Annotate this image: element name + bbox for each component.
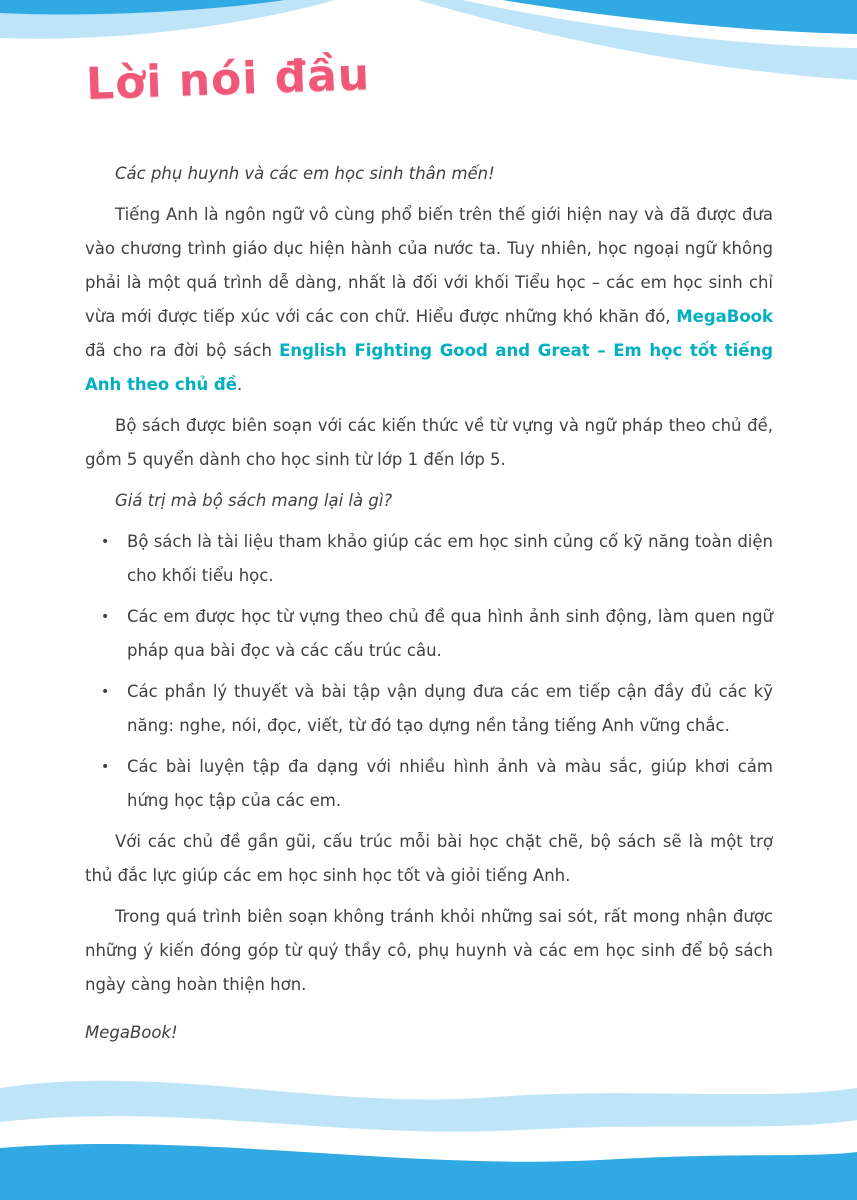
bottom-dark-wave: [0, 1144, 857, 1200]
series-description: Bộ sách được biên soạn với các kiến thức về từ vựng và ngữ pháp theo chủ đề, gồm 5 quyển dành cho học sinh từ lớp 1 đến lớp 5.: [85, 415, 773, 469]
benefit-item: [101, 600, 773, 668]
greeting-line: Các phụ huynh và các em học sinh thân mến!: [115, 163, 495, 183]
series-title-text: English Fighting Good and Great – Em học tốt tiếng Anh theo chủ đề: [85, 340, 774, 394]
benefit-text: Các bài luyện tập đa dạng với nhiều hình ảnh và màu sắc, giúp khơi cảm hứng học tập của các em.: [127, 756, 773, 810]
value-question: Giá trị mà bộ sách mang lại là gì?: [115, 490, 393, 510]
closing-paragraph-2: Trong quá trình biên soạn không tránh khỏi những sai sót, rất mong nhận được những ý kiến đóng góp từ quý thầy cô, phụ huynh và các em học sinh để bộ sách ngày càng hoàn thiện hơn.: [85, 906, 773, 994]
benefit-text: Các em được học từ vựng theo chủ đề qua hình ảnh sinh động, làm quen ngữ pháp qua bài đọc và các cấu trúc câu.: [127, 606, 773, 660]
bottom-wave-decoration: [0, 1060, 857, 1200]
signature: MegaBook!: [85, 1022, 178, 1042]
intro-paragraph: [85, 198, 773, 402]
intro-text-2: đã cho ra đời bộ sách: [85, 340, 280, 360]
benefits-list: [101, 525, 773, 818]
benefit-item: [101, 750, 773, 818]
benefit-item: [101, 675, 773, 743]
brand-name: MegaBook: [676, 306, 773, 326]
benefit-text: Các phần lý thuyết và bài tập vận dụng đưa các em tiếp cận đầy đủ các kỹ năng: nghe, nói, đọc, viết, từ đó tạo dựng nền tảng tiếng Anh vững chắc.: [127, 681, 773, 735]
top-right-dark-wave: [502, 0, 857, 34]
benefit-item: [101, 525, 773, 593]
bottom-white-wave: [0, 1116, 857, 1169]
preface-content: [85, 49, 774, 1057]
intro-text-1: Tiếng Anh là ngôn ngữ vô cùng phổ biến trên thế giới hiện nay và đã được đưa vào chương trình giáo dục hiện hành của nước ta. Tuy nhiên, học ngoại ngữ không phải là một quá trình dễ dàng, nhất là đối với khối Tiểu học – các em học sinh chỉ vừa mới được tiếp xúc với các con chữ. Hiểu được những khó khăn đó,: [85, 204, 773, 326]
bottom-light-wave: [0, 1081, 857, 1200]
benefit-text: Bộ sách là tài liệu tham khảo giúp các em học sinh củng cố kỹ năng toàn diện cho khối tiểu học.: [127, 531, 773, 585]
intro-text-3: .: [236, 374, 243, 394]
top-left-dark-wave: [0, 0, 285, 14]
page-title: Lời nói đầu: [85, 49, 371, 111]
top-left-light-wave: [0, 0, 335, 39]
closing-paragraph-1: Với các chủ đề gần gũi, cấu trúc mỗi bài học chặt chẽ, bộ sách sẽ là một trợ thủ đắc lực giúp các em học sinh học tốt và giỏi tiếng Anh.: [85, 831, 773, 885]
